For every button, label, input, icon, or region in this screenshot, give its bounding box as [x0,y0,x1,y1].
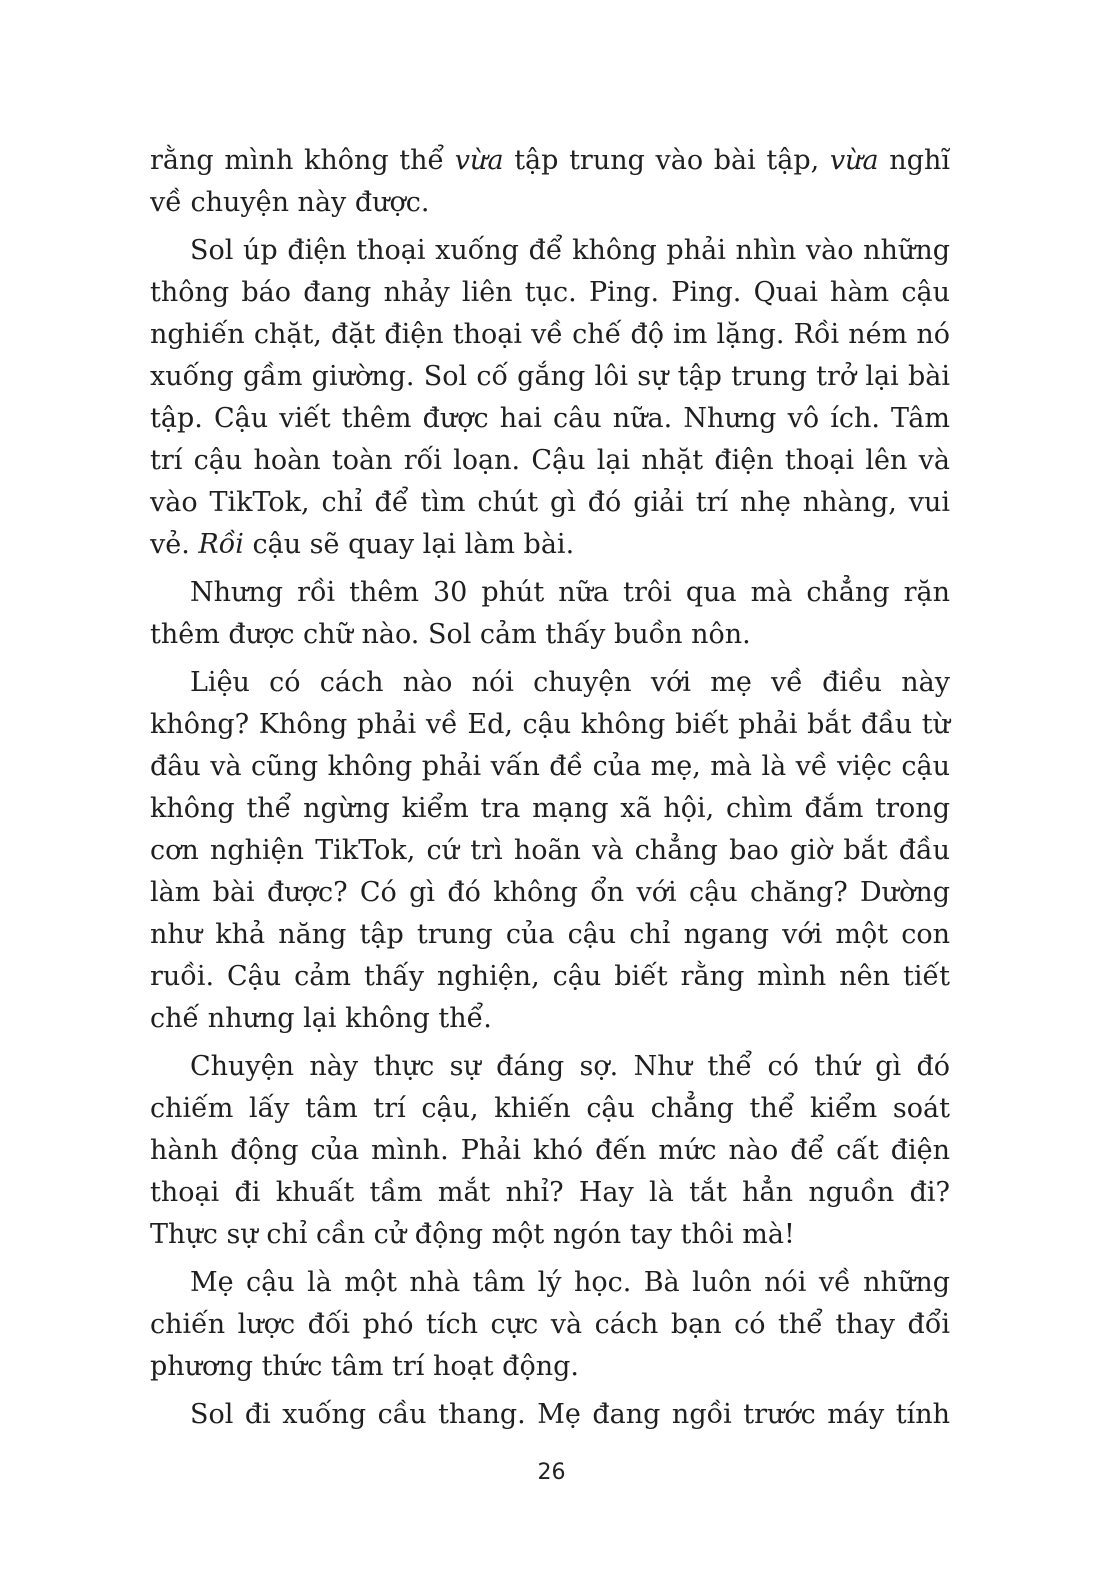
paragraph-2-seg-1-italic: Rồi [198,529,244,560]
paragraph-5 [150,1046,950,1256]
paragraph-1-seg-3-italic: vừa [829,145,879,176]
paragraph-2-seg-2: cậu sẽ quay lại làm bài. [243,529,575,560]
paragraph-7-seg-0: Sol đi xuống cầu thang. Mẹ đang ngồi trước máy tính [190,1399,950,1430]
paragraph-4 [150,662,950,1040]
page-body [150,140,950,1442]
paragraph-1-seg-0: rằng mình không thể [150,145,455,176]
paragraph-3 [150,572,950,656]
paragraph-5-seg-0: Chuyện này thực sự đáng sợ. Như thể có thứ gì đó chiếm lấy tâm trí cậu, khiến cậu chẳng thể kiểm soát hành động của mình. Phải khó đến mức nào để cất điện thoại đi khuất tầm mắt nhỉ? Hay là tắt hẳn nguồn đi? Thực sự chỉ cần cử động một ngón tay thôi mà! [150,1051,950,1250]
paragraph-2-seg-0: Sol úp điện thoại xuống để không phải nhìn vào những thông báo đang nhảy liên tục. Ping. Ping. Quai hàm cậu nghiến chặt, đặt điện thoại về chế độ im lặng. Rồi ném nó xuống gầm giường. Sol cố gắng lôi sự tập trung trở lại bài tập. Cậu viết thêm được hai câu nữa. Nhưng vô ích. Tâm trí cậu hoàn toàn rối loạn. Cậu lại nhặt điện thoại lên và vào TikTok, chỉ để tìm chút gì đó giải trí nhẹ nhàng, vui vẻ. [150,235,950,560]
paragraph-1 [150,140,950,224]
paragraph-6-seg-0: Mẹ cậu là một nhà tâm lý học. Bà luôn nói về những chiến lược đối phó tích cực và cách bạn có thể thay đổi phương thức tâm trí hoạt động. [150,1267,950,1382]
paragraph-7 [150,1394,950,1436]
paragraph-2 [150,230,950,566]
paragraph-3-seg-0: Nhưng rồi thêm 30 phút nữa trôi qua mà chẳng rặn thêm được chữ nào. Sol cảm thấy buồn nôn. [150,577,950,650]
paragraph-4-seg-0: Liệu có cách nào nói chuyện với mẹ về điều này không? Không phải về Ed, cậu không biết phải bắt đầu từ đâu và cũng không phải vấn đề của mẹ, mà là về việc cậu không thể ngừng kiểm tra mạng xã hội, chìm đắm trong cơn nghiện TikTok, cứ trì hoãn và chẳng bao giờ bắt đầu làm bài được? Có gì đó không ổn với cậu chăng? Dường như khả năng tập trung của cậu chỉ ngang với một con ruồi. Cậu cảm thấy nghiện, cậu biết rằng mình nên tiết chế nhưng lại không thể. [150,667,950,1034]
page-number: 26 [537,1460,566,1485]
paragraph-6 [150,1262,950,1388]
paragraph-1-seg-1-italic: vừa [454,145,504,176]
paragraph-1-seg-2: tập trung vào bài tập, [503,145,830,176]
paragraph-1-seg-4: nghĩ về chuyện này được. [150,145,950,218]
